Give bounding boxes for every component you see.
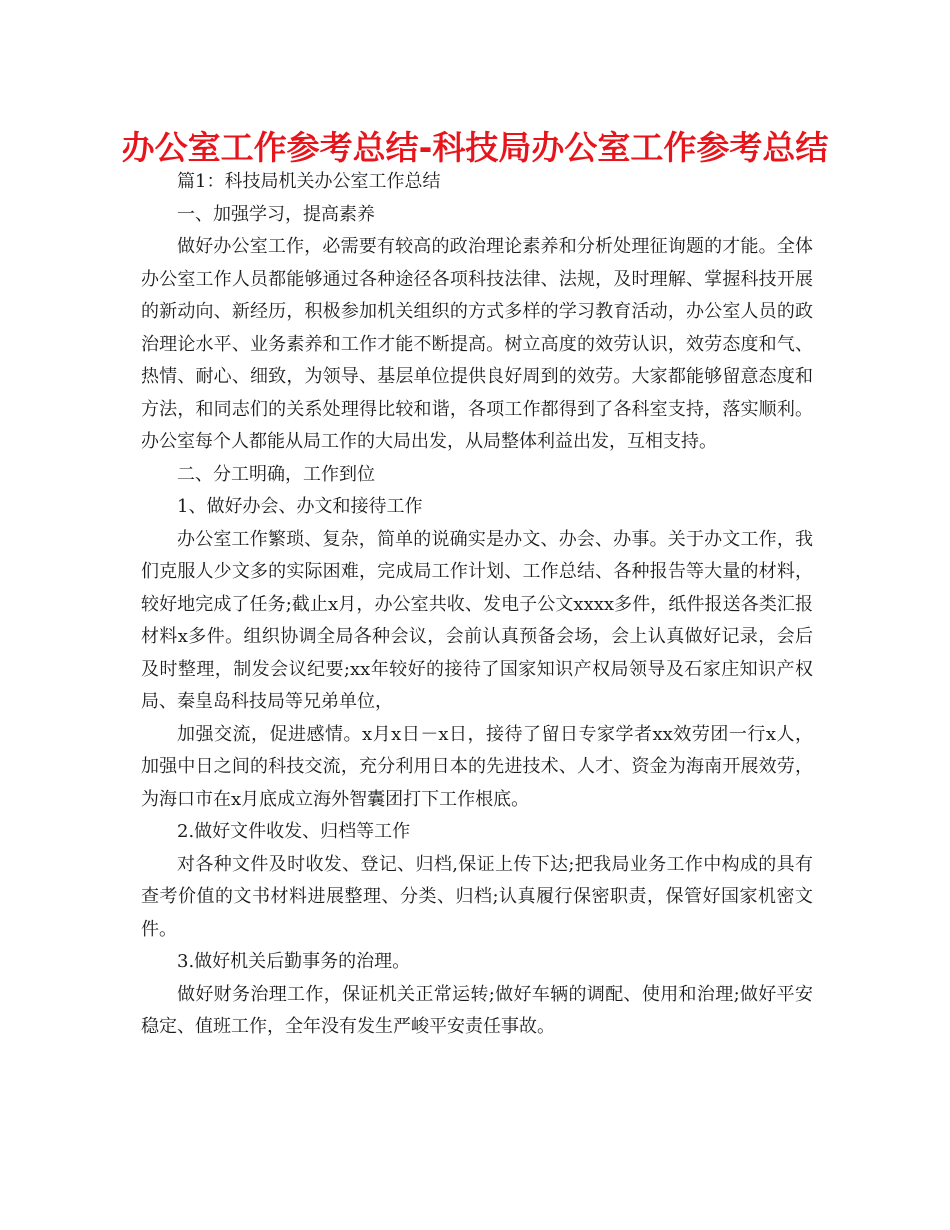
section-heading: 一、加强学习，提高素养 — [177, 203, 375, 225]
subsection-heading: 1、做好办会、办文和接待工作 — [177, 496, 423, 517]
document-body — [141, 166, 813, 1044]
paragraph: 办公室工作繁琐、复杂，简单的说确实是办文、办会、办事。关于办文工作，我们克服人少文多的实际困难，完成局工作计划、工作总结、各种报告等大量的材料，较好地完成了任务;截止x月，办公室共收、发电子公文xxxx多件，纸件报送各类汇报材料x多件。组织协调全局各种会议，会前认真预备会场，会上认真做好记录，会后及时整理，制发会议纪要;xx年较好的接待了国家知识产权局领导及石家庄知识产权局、秦皇岛科技局等兄弟单位， — [141, 528, 813, 712]
document-title: 办公室工作参考总结-科技局办公室工作参考总结 — [121, 128, 829, 167]
paragraph: 做好财务治理工作，保证机关正常运转;做好车辆的调配、使用和治理;做好平安稳定、值班工作，全年没有发生严峻平安责任事故。 — [141, 983, 813, 1037]
subsection-heading: 3.做好机关后勤事务的治理。 — [177, 951, 411, 972]
paragraph: 加强交流，促进感情。x月x日－x日，接待了留日专家学者xx效劳团一行x人，加强中日之间的科技交流，充分利用日本的先进技术、人才、资金为海南开展效劳，为海口市在x月底成立海外智囊团打下工作根底。 — [141, 723, 813, 810]
paragraph-heading: 篇1：科技局机关办公室工作总结 — [177, 171, 441, 192]
paragraph: 对各种文件及时收发、登记、归档,保证上传下达;把我局业务工作中构成的具有查考价值的文书材料进展整理、分类、归档;认真履行保密职责，保管好国家机密文件。 — [141, 853, 813, 940]
subsection-heading: 2.做好文件收发、归档等工作 — [177, 821, 411, 842]
section-heading: 二、分工明确，工作到位 — [177, 463, 375, 485]
paragraph: 做好办公室工作，必需要有较高的政治理论素养和分析处理征询题的才能。全体办公室工作人员都能够通过各种途径各项科技法律、法规，及时理解、掌握科技开展的新动向、新经历，积极参加机关组织的方式多样的学习教育活动，办公室人员的政治理论水平、业务素养和工作才能不断提高。树立高度的效劳认识，效劳态度和气、热情、耐心、细致，为领导、基层单位提供良好周到的效劳。大家都能够留意态度和方法，和同志们的关系处理得比较和谐，各项工作都得到了各科室支持，落实顺利。办公室每个人都能从局工作的大局出发，从局整体利益出发，互相支持。 — [141, 236, 813, 452]
